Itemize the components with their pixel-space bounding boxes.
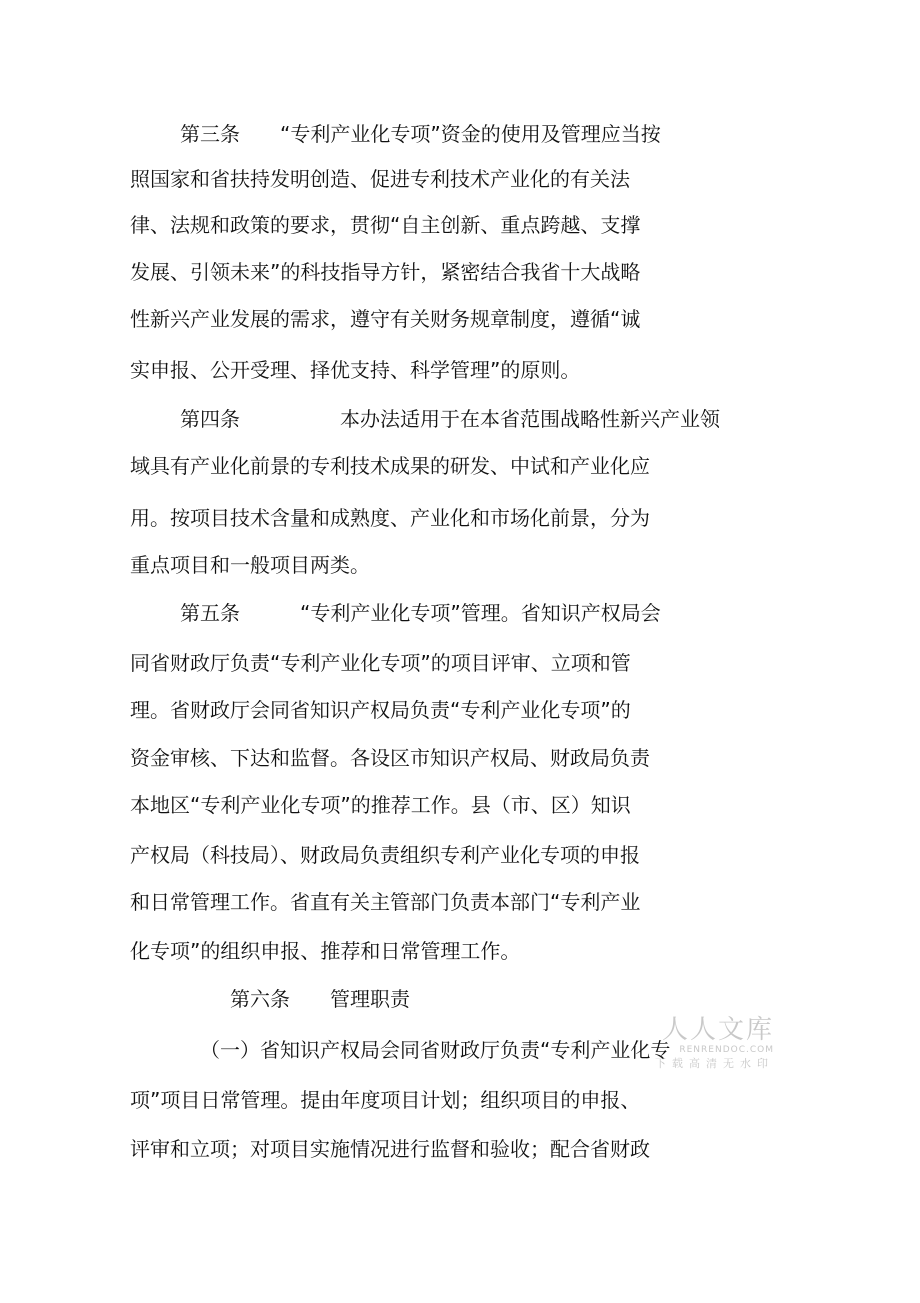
text-line: 同省财政厅负责“专利产业化专项”的项目评审、立项和管 <box>130 651 631 675</box>
article-heading: 第六条 管理职责 <box>230 987 410 1011</box>
text-line: 照国家和省扶持发明创造、促进专利技术产业化的有关法 <box>130 167 630 191</box>
text-line: 理。省财政厅会同省知识产权局负责“专利产业化专项”的 <box>130 698 631 722</box>
text-line: （一）省知识产权局会同省财政厅负责“专利产业化专 <box>200 1038 671 1062</box>
text-line: 第四条 本办法适用于在本省范围战略性新兴产业领 <box>180 407 720 431</box>
text-line: 产权局（科技局）、财政局负责组织专利产业化专项的申报 <box>130 843 640 867</box>
watermark <box>648 1015 774 1072</box>
text-line: 律、法规和政策的要求，贯彻“自主创新、重点跨越、支撑 <box>130 213 641 237</box>
text-line: 域具有产业化前景的专利技术成果的研发、中试和产业化应 <box>130 454 650 478</box>
watermark-url: RENRENDOC.COM <box>679 1045 774 1055</box>
text-line: 性新兴产业发展的需求，遵守有关财务规章制度，遵循“诚 <box>130 307 641 331</box>
text-line: 用。按项目技术含量和成熟度、产业化和市场化前景，分为 <box>130 506 650 530</box>
watermark-title: 人人文库 <box>661 1015 774 1045</box>
text-line: 化专项”的组织申报、推荐和日常管理工作。 <box>130 939 521 963</box>
text-line: 发展、引领未来”的科技指导方针，紧密结合我省十大战略 <box>130 260 641 284</box>
text-line: 本地区“专利产业化专项”的推荐工作。县（市、区）知识 <box>130 793 631 817</box>
text-line: 第三条 “专利产业化专项”资金的使用及管理应当按 <box>180 122 661 146</box>
watermark-subtitle: 下载高清无水印 <box>655 1057 774 1070</box>
text-line: 实申报、公开受理、择优支持、科学管理”的原则。 <box>130 358 581 382</box>
text-line: 第五条 “专利产业化专项”管理。省知识产权局会 <box>180 601 661 625</box>
text-line: 资金审核、下达和监督。各设区市知识产权局、财政局负责 <box>130 746 650 770</box>
text-line: 重点项目和一般项目两类。 <box>130 553 370 577</box>
text-line: 项”项目日常管理。提由年度项目计划；组织项目的申报、 <box>130 1088 641 1112</box>
text-line: 和日常管理工作。省直有关主管部门负责本部门“专利产业 <box>130 890 641 914</box>
text-line: 评审和立项；对项目实施情况进行监督和验收；配合省财政 <box>130 1137 650 1161</box>
